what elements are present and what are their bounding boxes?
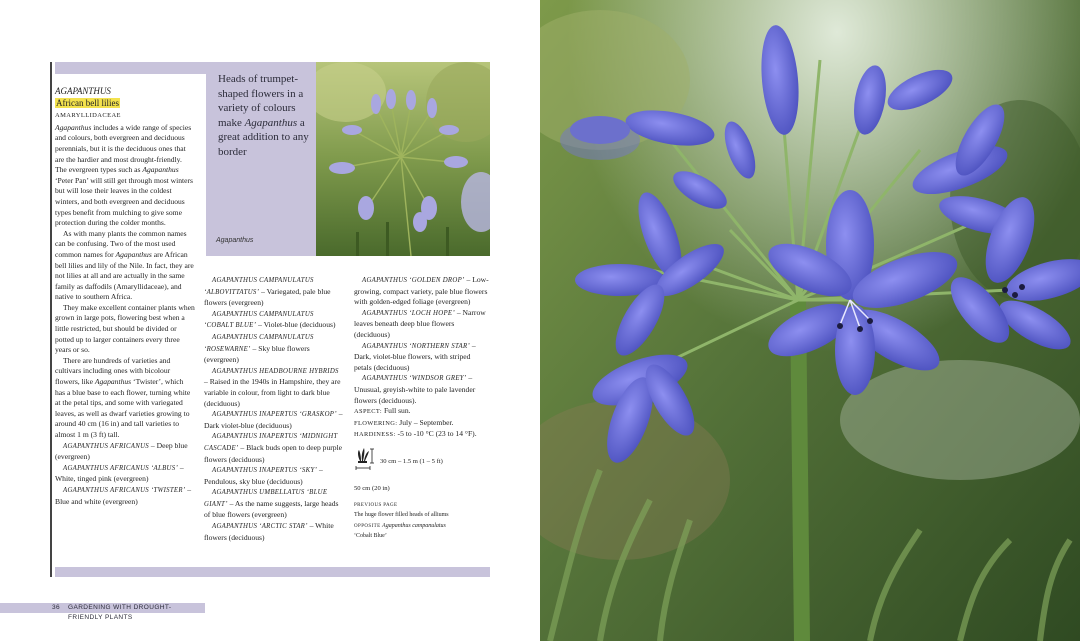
text-column-1 [55, 86, 195, 507]
variety-item: AGAPANTHUS UMBELLATUS ‘BLUE GIANT’ – As the name suggests, large heads of blue flowers (evergreen) [204, 489, 339, 520]
variety-item: AGAPANTHUS CAMPANULATUS ‘ALBOVITTATUS’ – Variegated, pale blue flowers (evergreen) [204, 277, 331, 308]
variety-item: AGAPANTHUS INAPERTUS ‘SKY’ – Pendulous, sky blue (deciduous) [204, 465, 323, 486]
plant-spread: 50 cm (20 in) [354, 484, 390, 492]
photo-caption: Agapanthus [216, 237, 254, 244]
caption-box [206, 62, 316, 256]
paragraph: They make excellent container plants when grown in large pots, flowering best when a little restricted, but should be divided or potted up to larger containers every three years or so. [55, 302, 195, 355]
variety-item: AGAPANTHUS AFRICANUS – Deep blue (evergreen) [55, 440, 188, 462]
variety-item: AGAPANTHUS AFRICANUS ‘ALBUS’ – White, tinged pink (evergreen) [55, 462, 184, 484]
variety-item: AGAPANTHUS AFRICANUS ‘TWISTER’ – Blue and white (evergreen) [55, 484, 192, 506]
page-footer [0, 603, 205, 621]
variety-item: AGAPANTHUS ‘LOCH HOPE’ – Narrow leaves beneath deep blue flowers (deciduous) [354, 307, 486, 339]
running-title: GARDENING WITH DROUGHT-FRIENDLY PLANTS [68, 604, 172, 621]
paragraph: There are hundreds of varieties and cultivars including ones with bicolour flowers, like Agapanthus ‘Twister’, which has a blue base to each flower, turning white at the petal tips, and some with variegated leaves, as well as dwarf varieties growing to around 40 cm (16 in) and tall varieties to almost 1 m (3 ft) tall. [55, 355, 191, 439]
paragraph: As with many plants the common names can be confusing. Two of the most used common names for Agapanthus are African bell lilies and lily of the Nile. In fact, they are not lilies at all and are actually in the same family as daffodils (Amaryllidaceae), and native to southern Africa. [55, 228, 194, 302]
entry-common-name: African bell lilies [56, 97, 119, 108]
variety-item: AGAPANTHUS HEADBOURNE HYBRIDS – Raised in the 1940s in Hampshire, they are variable in colour, from light to dark blue (deciduous) [204, 367, 341, 408]
variety-item: AGAPANTHUS INAPERTUS ‘GRASKOP’ – Dark violet-blue (deciduous) [204, 409, 343, 430]
caption-heading: Heads of trumpet-shaped flowers in a variety of colours make Agapanthus a great addition to any border [218, 73, 309, 158]
agapanthus-large-photo [540, 0, 1080, 641]
flowering-line: FLOWERING: July – September. [354, 417, 454, 427]
plant-size [354, 447, 490, 478]
page-number: 36 [52, 604, 61, 611]
bottom-band [55, 567, 490, 577]
variety-item: AGAPANTHUS ‘NORTHERN STAR’ – Dark, violet-blue flowers, with striped petals (deciduous) [354, 340, 476, 372]
picture-notes: PREVIOUS PAGE The huge flower filled heads of alliums OPPOSITE Agapanthus campanulatus ‘Cobalt Blue’ [354, 503, 449, 539]
hardiness-line: HARDINESS: -5 to -10 °C (23 to 14 °F). [354, 429, 477, 439]
variety-item: AGAPANTHUS CAMPANULATUS ‘ROSEWARNE’ – Sky blue flowers (evergreen) [204, 333, 314, 365]
entry-genus: AGAPANTHUS [55, 86, 111, 96]
variety-item: AGAPANTHUS CAMPANULATUS ‘COBALT BLUE’ – Violet-blue (deciduous) [204, 310, 336, 330]
plant-height: 30 cm – 1.5 m (1 – 5 ft) [380, 457, 443, 465]
agapanthus-small-photo [316, 62, 490, 256]
variety-item: AGAPANTHUS INAPERTUS ‘MIDNIGHT CASCADE’ – Black buds open to deep purple flowers (deciduous) [204, 433, 343, 464]
variety-item: AGAPANTHUS ‘WINDSOR GREY’ – Unusual, greyish-white to pale lavender flowers (deciduous). [354, 373, 476, 405]
entry-family: AMARYLLIDACEAE [55, 112, 121, 120]
caption-genus: Agapanthus [244, 116, 298, 129]
vertical-rule [50, 62, 52, 577]
text-column-3 [354, 275, 490, 540]
aspect-line: ASPECT: Full sun. [354, 406, 411, 416]
paragraph: Agapanthus includes a wide range of species and colours, both evergreen and deciduous perennials, but it is the deciduous ones that are the hardier and most drought-friendly. The evergreen types such as Agapanthus ‘Peter Pan’ will still get through most winters but will lose their leaves in the coldest winters, and both evergreen and deciduous types benefit from mulching to give some protection during the colder months. [55, 122, 194, 228]
text-column-2 [204, 275, 344, 543]
variety-item: AGAPANTHUS ‘GOLDEN DROP’ – Low-growing, compact variety, pale blue flowers with golden-edged foliage (evergreen) [354, 275, 489, 307]
variety-item: AGAPANTHUS ‘ARCTIC STAR’ – White flowers (deciduous) [204, 521, 334, 542]
plant-size-icon [354, 447, 376, 478]
